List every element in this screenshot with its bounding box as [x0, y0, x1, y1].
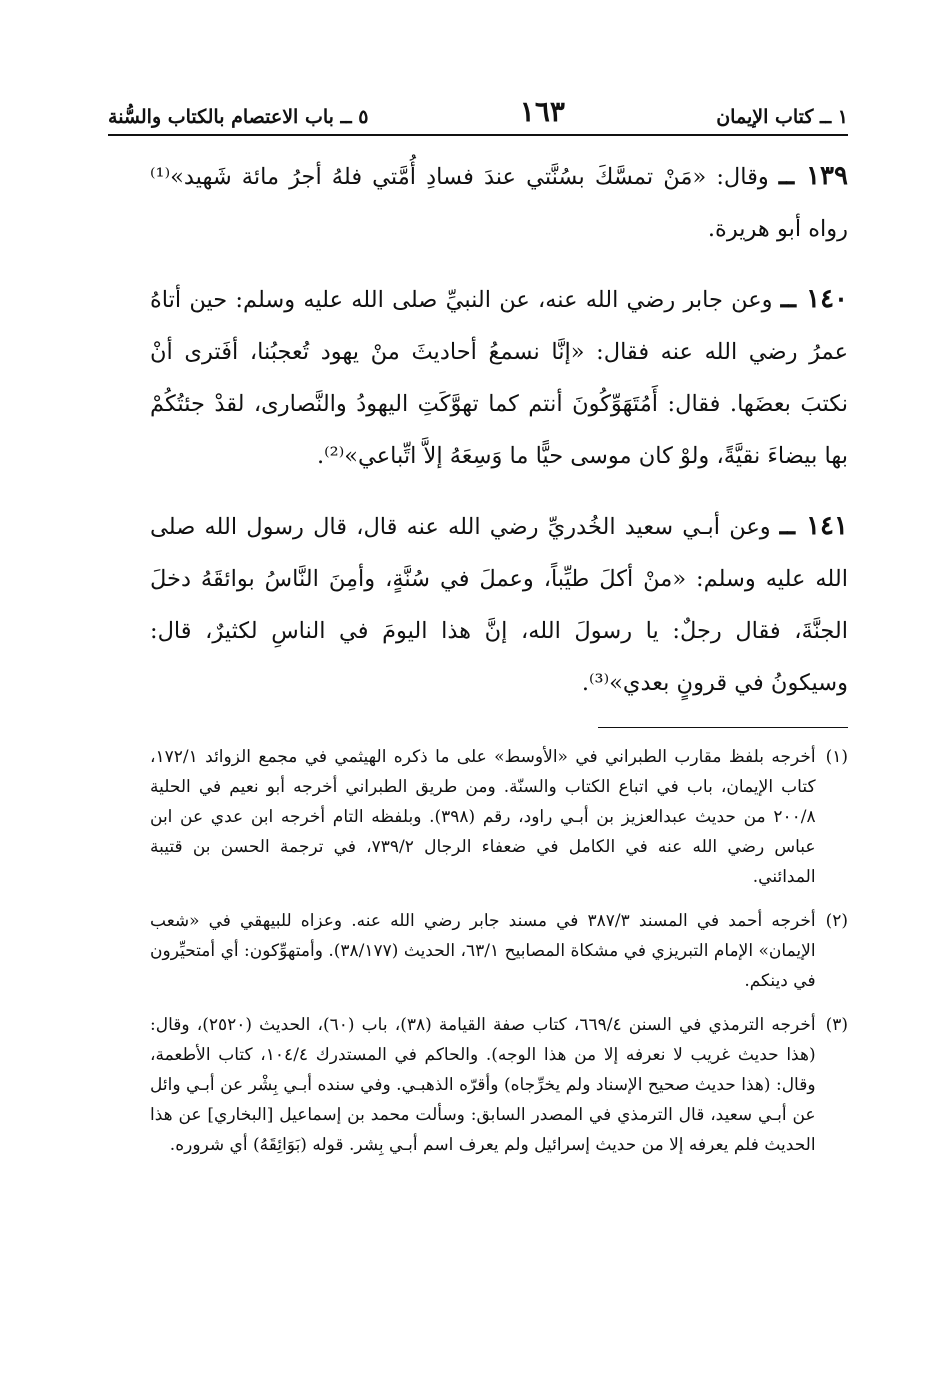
footnotes [150, 742, 848, 1174]
hadith-text: وقال: «مَنْ تمسَّكَ بسُنَّتي عندَ فسادِ أُمَّتي فلهُ أجرُ مائة شَهيد»⁽¹⁾ رواه أبو هريرة. [150, 164, 848, 242]
footnote-1 [150, 742, 848, 892]
footnote-text: أخرجه بلفظ مقارب الطبراني في «الأوسط» على ما ذكره الهيثمي في مجمع الزوائد ١٧٢/١، كتاب الإيمان، باب في اتباع الكتاب والسنّة. ومن طريق الطبراني أخرجه أبو نعيم في الحلية ٢٠٠/٨ من حديث عبدالعزيز بن أبـي راود، رقم (٣٩٨). وبلفظه التام أخرجه ابن عدي عن ابن عباس رضي الله عنه في الكامل في ضعفاء الرجال ٧٣٩/٢، في ترجمة الحسن بن قتيبة المدائني. [150, 747, 816, 887]
header-chapter: ١ ــ كتاب الإيمان [716, 106, 848, 128]
footnote-marker: (٣) [825, 1015, 848, 1035]
footnote-divider [598, 727, 848, 728]
footnote-text: أخرجه الترمذي في السنن ٦٦٩/٤، كتاب صفة القيامة (٣٨)، باب (٦٠)، الحديث (٢٥٢٠)، وقال: (هذا حديث غريب لا نعرفه إلا من هذا الوجه). والحاكم في المستدرك ١٠٤/٤، كتاب الأطعمة، وقال: (هذا حديث صحيح الإسناد ولم يخرِّجاه) وأقرّه الذهبـي. وفي سنده أبـي بِشْر عن أبـي وائل عن أبـي سعيد، قال الترمذي في المصدر السابق: وسألت محمد بن إسماعيل [البخاري] عن هذا الحديث فلم يعرفه إلا من حديث إسرائيل ولم يعرف اسم أبـي بِشر. قوله (بَوَائِقَهُ) أي شروره. [150, 1015, 816, 1155]
hadith-text: وعن جابر رضي الله عنه، عن النبيِّ صلى الله عليه وسلم: حين أتاهُ عمرُ رضي الله عنه فقال: «إنَّا نسمعُ أحاديثَ منْ يهود تُعجبُنا، أفَترى أنْ نكتبَ بعضَها. فقال: أَمُتَهَوِّكُونَ أنتم كما تهوَّكَتِ اليهودُ والنَّصارى، لقدْ جئتُكُمْ بها بيضاءَ نقيَّةً، ولوْ كان موسى حيًّا ما وَسِعَهُ إلاَّ اتِّباعي»⁽²⁾. [150, 287, 848, 469]
page-number: ١٦٣ [519, 95, 565, 128]
hadith-number: ١٤٠ ــ [780, 284, 849, 314]
hadith-number: ١٣٩ ــ [778, 161, 848, 191]
footnote-2 [150, 906, 848, 996]
hadith-140 [150, 273, 848, 482]
footnote-marker: (١) [825, 747, 848, 767]
footnote-text: أخرجه أحمد في المسند ٣٨٧/٣ في مسند جابر رضي الله عنه. وعزاه للبيهقي في «شعب الإيمان» الإمام التبريزي في مشكاة المصابيح ٦٣/١، الحديث (٣٨/١٧٧). وأمتهوِّكون: أي أمتحيِّرون في دينكم. [150, 911, 816, 991]
hadith-141 [150, 500, 848, 709]
header-divider [108, 134, 848, 136]
running-header [108, 78, 848, 128]
header-section: ٥ ــ باب الاعتصام بالكتاب والسُّنة [108, 106, 369, 128]
main-text [150, 150, 848, 727]
hadith-number: ١٤١ ــ [779, 511, 848, 541]
footnote-3 [150, 1010, 848, 1160]
hadith-text: وعن أبـي سعيد الخُدريِّ رضي الله عنه قال، قال رسول الله صلى الله عليه وسلم: «منْ أكلَ طيِّباً، وعملَ في سُنَّةٍ، وأمِنَ النَّاسُ بوائقَهُ دخلَ الجنَّةَ، فقال رجلٌ: يا رسولَ الله، إنَّ هذا اليومَ في الناسِ لكثيرٌ، قال: وسيكونُ في قرونٍ بعدي»⁽³⁾. [150, 514, 848, 696]
footnote-marker: (٢) [825, 911, 848, 931]
hadith-139 [150, 150, 848, 255]
